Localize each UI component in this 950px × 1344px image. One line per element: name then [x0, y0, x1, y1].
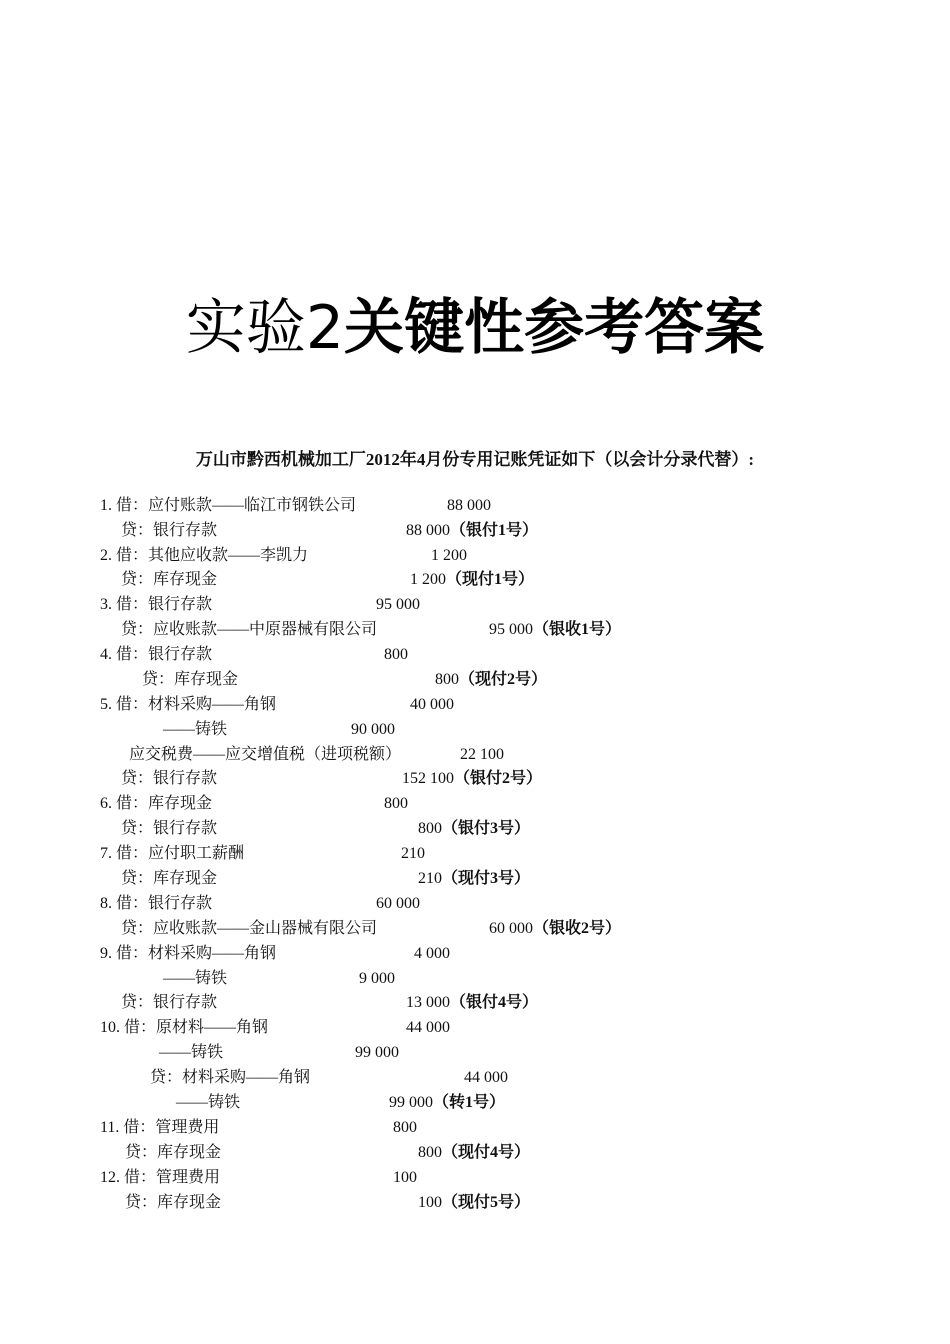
entry-account: 贷：库存现金 [121, 870, 218, 887]
entry-amount [447, 494, 491, 518]
amount-value: 22 100 [460, 746, 504, 763]
entry-line [0, 1091, 950, 1115]
entry-amount [460, 743, 504, 767]
amount-value: 1 200 [410, 571, 446, 588]
amount-value: 90 000 [351, 721, 395, 738]
voucher-ref: （转1号） [433, 1094, 506, 1111]
entry-line [0, 967, 950, 991]
amount-value: 100 [393, 1169, 417, 1186]
amount-value: 88 000 [406, 522, 450, 539]
amount-value: 9 000 [359, 970, 395, 987]
entry-account: 贷：银行存款 [121, 820, 218, 837]
amount-value: 800 [393, 1119, 417, 1136]
entry-account: 贷：库存现金 [125, 1194, 222, 1211]
entry-amount [401, 842, 425, 866]
entry-amount [431, 544, 467, 568]
entry-line [0, 743, 950, 767]
voucher-ref: （银收1号） [533, 621, 622, 638]
entry-amount [384, 792, 408, 816]
amount-value: 99 000 [355, 1044, 399, 1061]
entry-account: 贷：银行存款 [121, 994, 218, 1011]
entry-amount [418, 817, 530, 841]
voucher-ref: （银付4号） [450, 994, 539, 1011]
entry-account: 贷：银行存款 [121, 522, 218, 539]
entry-line [0, 892, 950, 916]
amount-value: 800 [384, 795, 408, 812]
entry-account: 6. 借：库存现金 [100, 795, 213, 812]
amount-value: 60 000 [489, 920, 533, 937]
voucher-ref: （现付3号） [442, 870, 531, 887]
amount-value: 88 000 [447, 497, 491, 514]
title-part2: 关键性参考答案 [344, 293, 765, 363]
entry-account: 12. 借：管理费用 [100, 1169, 221, 1186]
entry-amount [402, 767, 542, 791]
entry-amount [376, 892, 420, 916]
entry-line [0, 618, 950, 642]
entry-amount [355, 1041, 399, 1065]
entry-line [0, 568, 950, 592]
amount-value: 4 000 [414, 945, 450, 962]
amount-value: 210 [418, 870, 442, 887]
entry-account: 贷：库存现金 [121, 571, 218, 588]
entry-line [0, 792, 950, 816]
document-subtitle: 万山市黔西机械加工厂2012年4月份专用记账凭证如下（以会计分录代替）: [195, 450, 755, 469]
amount-value: 800 [418, 1144, 442, 1161]
entry-account: 4. 借：银行存款 [100, 646, 213, 663]
entry-amount [414, 942, 450, 966]
voucher-ref: （现付2号） [459, 671, 548, 688]
voucher-ref: （银付2号） [454, 770, 543, 787]
entry-line [0, 867, 950, 891]
entry-amount [464, 1066, 508, 1090]
entry-account: ——铸铁 [163, 970, 228, 987]
entry-line [0, 593, 950, 617]
entry-amount [376, 593, 420, 617]
entry-amount [418, 1141, 530, 1165]
entry-amount [489, 917, 621, 941]
entry-amount [406, 991, 538, 1015]
entry-amount [389, 1091, 505, 1115]
entry-account: 11. 借：管理费用 [100, 1119, 220, 1136]
entry-account: 贷：应收账款——中原器械有限公司 [121, 621, 378, 638]
entry-account: 10. 借：原材料——角钢 [100, 1019, 269, 1036]
entry-line [0, 1116, 950, 1140]
amount-value: 95 000 [489, 621, 533, 638]
entry-amount [410, 568, 534, 592]
entry-amount [435, 668, 547, 692]
entry-amount [351, 718, 395, 742]
entry-line [0, 1016, 950, 1040]
voucher-ref: （现付1号） [446, 571, 535, 588]
entry-line [0, 1041, 950, 1065]
entry-account: 贷：库存现金 [125, 1144, 222, 1161]
amount-value: 800 [418, 820, 442, 837]
entry-account: 8. 借：银行存款 [100, 895, 213, 912]
title-part1: 实验 [185, 293, 306, 363]
entry-account: 1. 借：应付账款——临江市钢铁公司 [100, 497, 357, 514]
amount-value: 210 [401, 845, 425, 862]
amount-value: 44 000 [406, 1019, 450, 1036]
amount-value: 95 000 [376, 596, 420, 613]
entry-amount [410, 693, 454, 717]
entry-amount [489, 618, 621, 642]
entry-line [0, 1141, 950, 1165]
amount-value: 152 100 [402, 770, 454, 787]
entry-line [0, 643, 950, 667]
voucher-ref: （银付1号） [450, 522, 539, 539]
entry-line [0, 1166, 950, 1190]
entry-line [0, 1191, 950, 1215]
entry-line [0, 942, 950, 966]
entry-account: 2. 借：其他应收款——李凯力 [100, 547, 309, 564]
entry-amount [418, 1191, 530, 1215]
entry-line [0, 544, 950, 568]
entry-amount [393, 1166, 417, 1190]
entry-line [0, 668, 950, 692]
entry-account: 9. 借：材料采购——角钢 [100, 945, 277, 962]
document-title [0, 288, 950, 368]
entry-line [0, 817, 950, 841]
entry-account: ——铸铁 [163, 721, 228, 738]
amount-value: 99 000 [389, 1094, 433, 1111]
voucher-ref: （银付3号） [442, 820, 531, 837]
entry-line [0, 917, 950, 941]
entry-account: 贷：库存现金 [142, 671, 239, 688]
entry-account: 5. 借：材料采购——角钢 [100, 696, 277, 713]
amount-value: 1 200 [431, 547, 467, 564]
entry-account: ——铸铁 [159, 1044, 224, 1061]
voucher-ref: （现付4号） [442, 1144, 531, 1161]
voucher-ref: （现付5号） [442, 1194, 531, 1211]
entry-line [0, 519, 950, 543]
entry-account: 贷：材料采购——角钢 [150, 1069, 311, 1086]
entry-account: 应交税费——应交增值税（进项税额） [129, 746, 402, 763]
entry-line [0, 1066, 950, 1090]
entry-amount [393, 1116, 417, 1140]
amount-value: 44 000 [464, 1069, 508, 1086]
entry-account: ——铸铁 [176, 1094, 241, 1111]
amount-value: 60 000 [376, 895, 420, 912]
amount-value: 800 [384, 646, 408, 663]
entry-account: 贷：应收账款——金山器械有限公司 [121, 920, 378, 937]
entry-amount [384, 643, 408, 667]
entry-line [0, 693, 950, 717]
voucher-ref: （银收2号） [533, 920, 622, 937]
entry-amount [406, 519, 538, 543]
amount-value: 800 [435, 671, 459, 688]
amount-value: 13 000 [406, 994, 450, 1011]
entry-line [0, 767, 950, 791]
amount-value: 100 [418, 1194, 442, 1211]
amount-value: 40 000 [410, 696, 454, 713]
entry-account: 贷：银行存款 [121, 770, 218, 787]
entry-line [0, 718, 950, 742]
entry-amount [406, 1016, 450, 1040]
entry-account: 3. 借：银行存款 [100, 596, 213, 613]
entry-amount [418, 867, 530, 891]
entry-line [0, 991, 950, 1015]
entry-amount [359, 967, 395, 991]
entry-account: 7. 借：应付职工薪酬 [100, 845, 245, 862]
title-number: 2 [305, 293, 345, 363]
entry-line [0, 842, 950, 866]
entry-line [0, 494, 950, 518]
